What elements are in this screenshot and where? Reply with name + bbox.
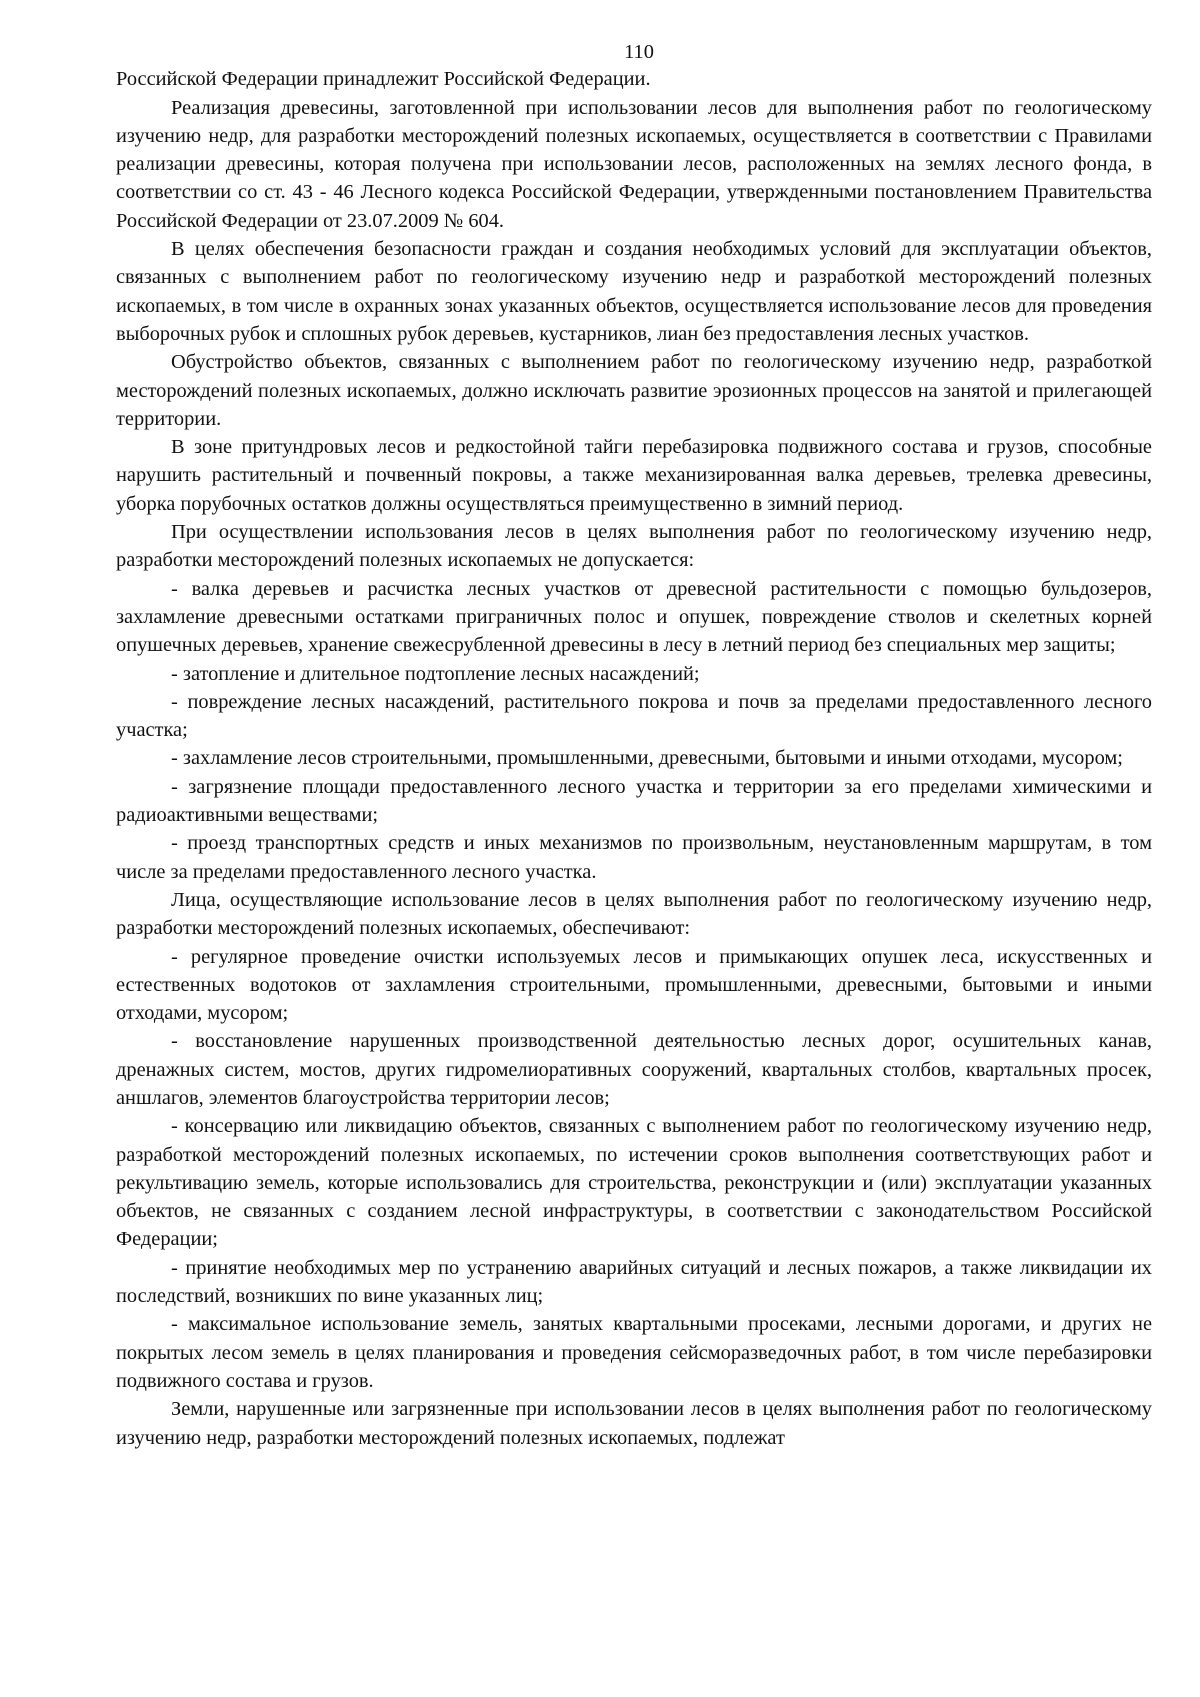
list-item-prohibition: - загрязнение площади предоставленного лесного участка и территории за его пределами химическими и радиоактивными веществами; <box>116 775 1152 827</box>
page-number: 110 <box>624 41 654 63</box>
paragraph-erosion: Обустройство объектов, связанных с выполнением работ по геологическому изучению недр, разработкой месторождений полезных ископаемых, должно исключать развитие эрозионных процессов на занятой и прилегающей территории. <box>116 351 1152 430</box>
paragraph-safety-logging: В целях обеспечения безопасности граждан и создания необходимых условий для эксплуатации объектов, связанных с выполнением работ по геологическому изучению недр и разработкой месторождений полезных ископаемых, в том числе в охранных зонах указанных объектов, осуществляется использование лесов для проведения выборочных рубок и сплошных рубок деревьев, кустарников, лиан без предоставления лесных участков. <box>116 238 1152 345</box>
list-item-prohibition: - захламление лесов строительными, промышленными, древесными, бытовыми и иными отходами, мусором; <box>171 747 1123 770</box>
list-item-prohibition: - затопление и длительное подтопление лесных насаждений; <box>171 662 700 685</box>
list-item-prohibition: - валка деревьев и расчистка лесных участков от древесной растительности с помощью бульдозеров, захламление древесными остатками приграничных полос и опушек, повреждение стволов и скелетных корней опушечных деревьев, хранение свежесрубленной древесины в лесу в летний период без специальных мер защиты; <box>116 577 1152 657</box>
paragraph-prohibitions-intro: При осуществлении использования лесов в целях выполнения работ по геологическому изучению недр, разработки месторождений полезных ископаемых не допускается: <box>116 521 1152 572</box>
paragraph-timber-sale: Реализация древесины, заготовленной при использовании лесов для выполнения работ по геологическому изучению недр, для разработки месторождений полезных ископаемых, осуществляется в соответствии с Правилами реализации древесины, которая получена при использовании лесов, расположенных на землях лесного фонда, в соответствии со ст. 43 - 46 Лесного кодекса Российской Федерации, утвержденными постановлением Правительства Российской Федерации от 23.07.2009 № 604. <box>116 96 1152 232</box>
list-item-prohibition: - повреждение лесных насаждений, растительного покрова и почв за пределами предоставленного лесного участка; <box>116 690 1152 742</box>
list-item-obligation: - принятие необходимых мер по устранению аварийных ситуаций и лесных пожаров, а также ликвидации их последствий, возникших по вине указанных лиц; <box>116 1256 1152 1308</box>
paragraph-disturbed-lands: Земли, нарушенные или загрязненные при использовании лесов в целях выполнения работ по геологическому изучению недр, разработки месторождений полезных ископаемых, подлежат <box>116 1398 1152 1449</box>
paragraph-tundra-forests: В зоне притундровых лесов и редкостойной тайги перебазировка подвижного состава и грузов, способные нарушить растительный и почвенный покровы, а также механизированная валка деревьев, трелевка древесины, уборка порубочных остатков должны осуществляться преимущественно в зимний период. <box>116 436 1152 515</box>
list-item-obligation: - консервацию или ликвидацию объектов, связанных с выполнением работ по геологическому изучению недр, разработкой месторождений полезных ископаемых, по истечении сроков выполнения соответствующих работ и рекультивацию земель, которые использовались для строительства, реконструкции и (или) эксплуатации указанных объектов, не связанных с созданием лесной инфраструктуры, в соответствии с законодательством Российской Федерации; <box>116 1115 1152 1251</box>
list-item-obligation: - восстановление нарушенных производственной деятельностью лесных дорог, осушительных канав, дренажных систем, мостов, других гидромелиоративных сооружений, квартальных столбов, квартальных просек, аншлагов, элементов благоустройства территории лесов; <box>116 1030 1152 1109</box>
paragraph-obligations-intro: Лица, осуществляющие использование лесов в целях выполнения работ по геологическому изучению недр, разработки месторождений полезных ископаемых, обеспечивают: <box>116 888 1152 940</box>
list-item-prohibition: - проезд транспортных средств и иных механизмов по произвольным, неустановленным маршрутам, в том числе за пределами предоставленного лесного участка. <box>116 832 1152 883</box>
list-item-obligation: - максимальное использование земель, занятых квартальными просеками, лесными дорогами, и других не покрытых лесом земель в целях планирования и проведения сейсморазведочных работ, в том числе перебазировки подвижного состава и грузов. <box>116 1313 1152 1392</box>
list-item-obligation: - регулярное проведение очистки используемых лесов и примыкающих опушек леса, искусственных и естественных водотоков от захламления строительными, промышленными, древесными, бытовыми и иными отходами, мусором; <box>116 945 1152 1025</box>
paragraph-continuation: Российской Федерации принадлежит Российской Федерации. <box>116 68 651 91</box>
